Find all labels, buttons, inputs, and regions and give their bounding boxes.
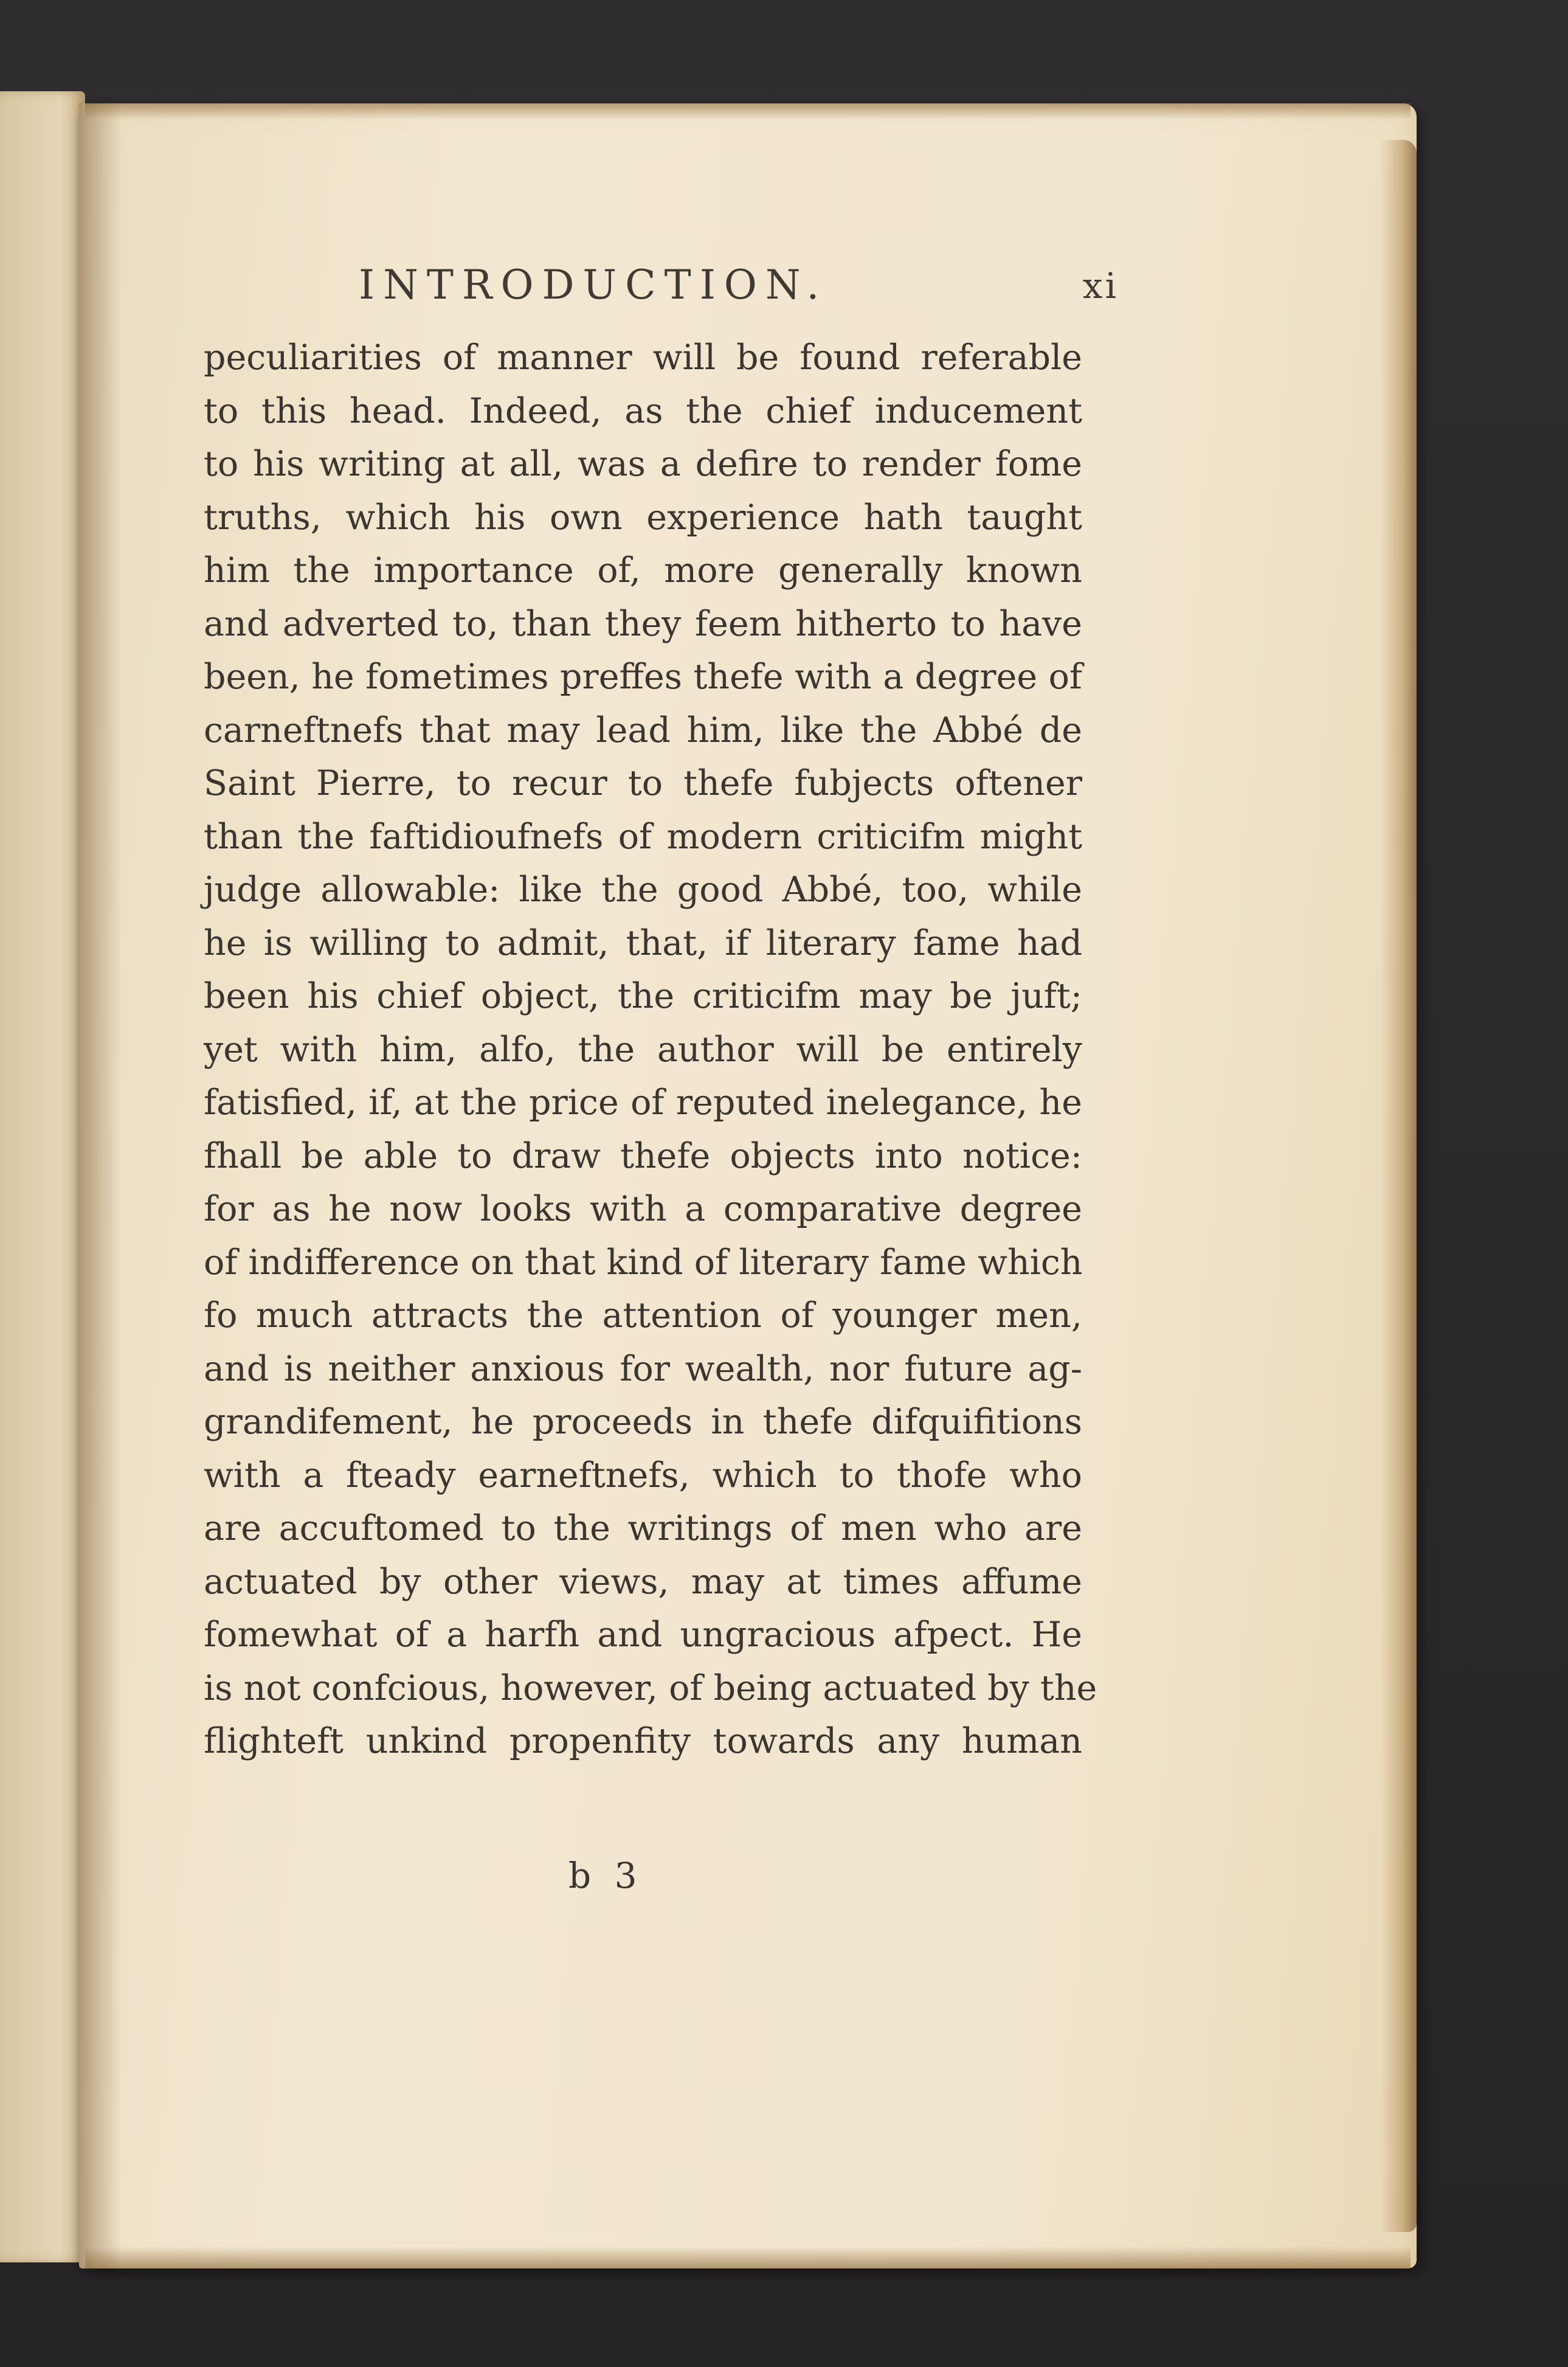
text-line: with a fteady earneftnefs, which to thofe who bbox=[204, 1455, 1082, 1495]
running-head bbox=[359, 262, 1119, 328]
body-text bbox=[204, 331, 1097, 1769]
text-line: and is neither anxious for wealth, nor future ag- bbox=[204, 1348, 1082, 1389]
signature-mark: b 3 bbox=[568, 1855, 643, 1896]
text-line: him the importance of, more generally known bbox=[204, 550, 1082, 591]
text-line: actuated by other views, may at times affume bbox=[204, 1561, 1082, 1602]
text-line: fhall be able to draw thefe objects into notice: bbox=[204, 1135, 1082, 1176]
page-bottom-edge bbox=[85, 2247, 1411, 2268]
text-line: Saint Pierre, to recur to thefe fubjects oftener bbox=[204, 763, 1082, 803]
text-line: grandifement, he proceeds in thefe difquifitions bbox=[204, 1402, 1082, 1442]
text-line: carneftnefs that may lead him, like the Abbé de bbox=[204, 710, 1082, 750]
text-line: and adverted to, than they feem hitherto to have bbox=[204, 603, 1082, 644]
text-line: peculiarities of manner will be found referable bbox=[204, 338, 1082, 378]
text-line: flighteft unkind propenfity towards any human bbox=[204, 1721, 1082, 1761]
text-line: fo much attracts the attention of younger men, bbox=[204, 1295, 1082, 1336]
page-number: xi bbox=[1082, 265, 1119, 307]
text-line: for as he now looks with a comparative degree bbox=[204, 1189, 1082, 1229]
text-line: is not confcious, however, of being actuated by the bbox=[204, 1668, 1097, 1708]
text-line: to his writing at all, was a defire to render fome bbox=[204, 444, 1082, 484]
text-line: he is willing to admit, that, if literary fame had bbox=[204, 923, 1082, 963]
text-line: judge allowable: like the good Abbé, too, while bbox=[204, 870, 1082, 910]
text-line: been his chief object, the criticifm may be juft; bbox=[204, 976, 1082, 1016]
text-line: yet with him, alfo, the author will be entirely bbox=[204, 1029, 1082, 1070]
page-top-edge bbox=[85, 103, 1411, 119]
text-line: been, he fometimes preffes thefe with a degree of bbox=[204, 657, 1082, 697]
text-line: to this head. Indeed, as the chief inducement bbox=[204, 390, 1082, 431]
running-head-title: INTRODUCTION. bbox=[359, 262, 828, 308]
page-gutter-shadow bbox=[79, 103, 122, 2268]
text-line: than the faftidioufnefs of modern criticifm might bbox=[204, 816, 1082, 857]
page-fore-edge bbox=[1380, 140, 1417, 2232]
facing-page-edge bbox=[0, 91, 85, 2262]
text-line: truths, which his own experience hath taught bbox=[204, 497, 1082, 538]
text-line: fatisfied, if, at the price of reputed inelegance, he bbox=[204, 1083, 1082, 1123]
text-line: are accuftomed to the writings of men who are bbox=[204, 1508, 1082, 1548]
text-line: fomewhat of a harfh and ungracious afpect. He bbox=[204, 1615, 1082, 1655]
text-line: of indifference on that kind of literary fame which bbox=[204, 1242, 1083, 1283]
